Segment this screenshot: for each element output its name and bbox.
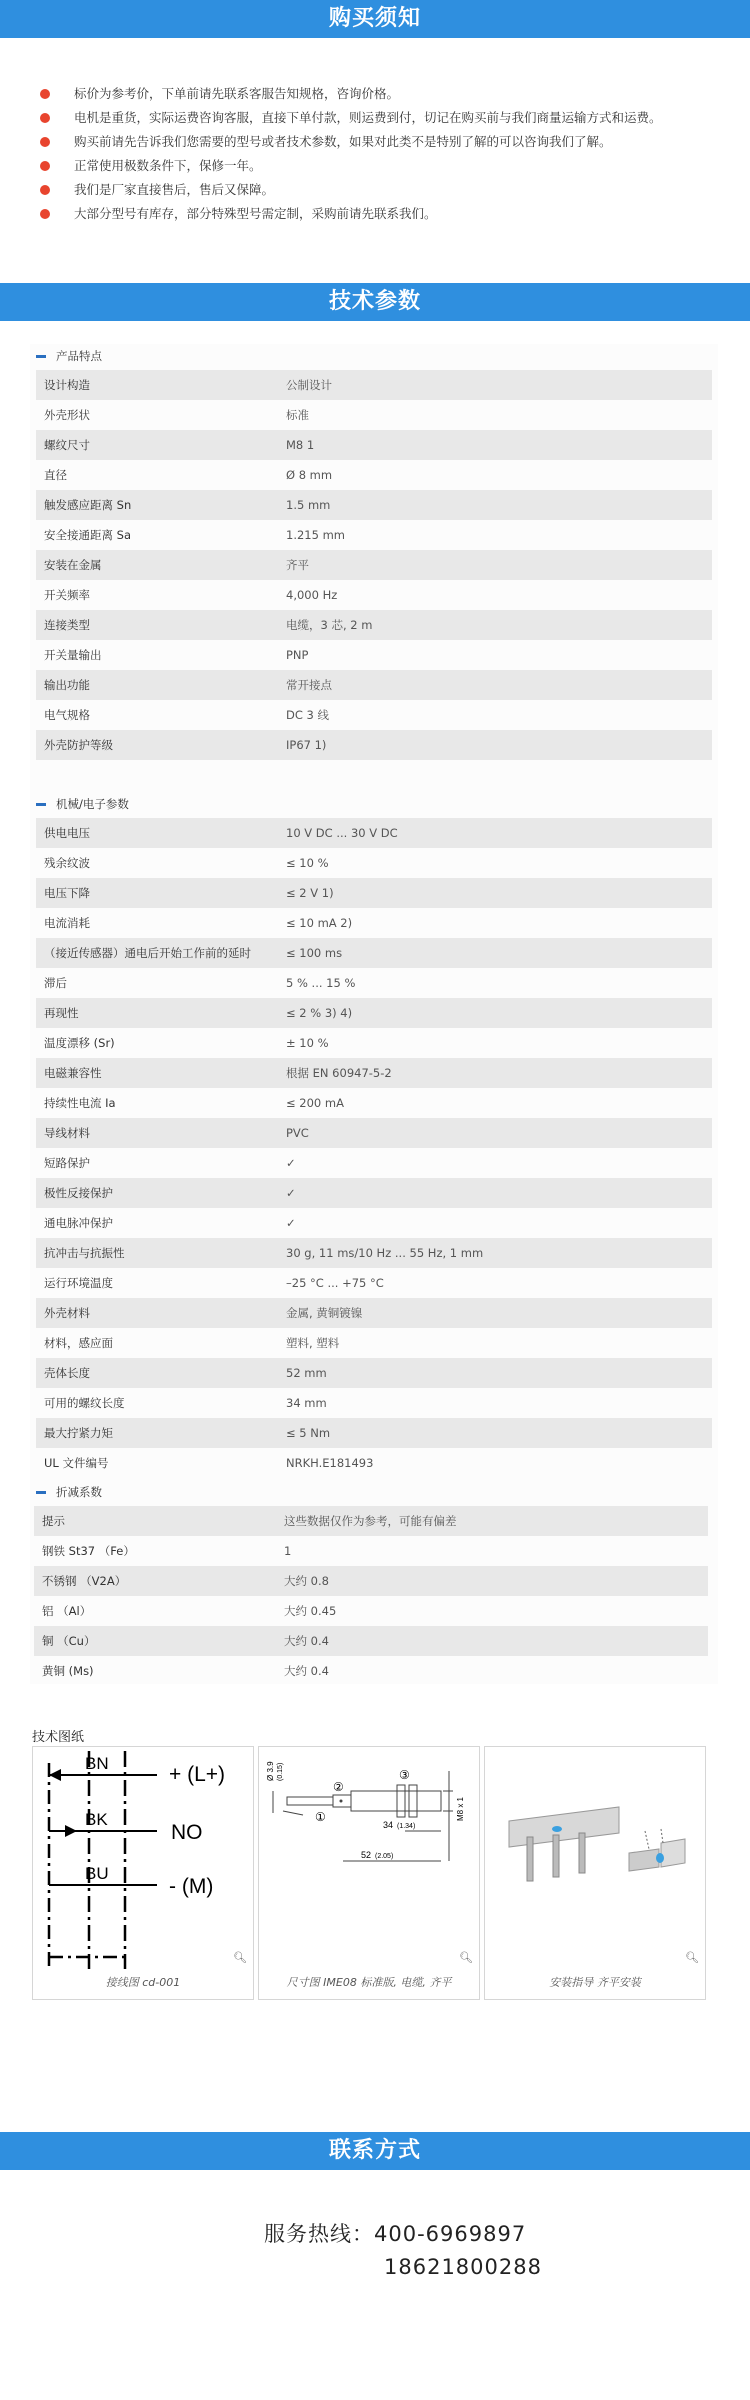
spec-key: 温度漂移 (Sr): [44, 1036, 115, 1050]
spec-value: NRKH.E181493: [286, 1456, 374, 1470]
spec-row: [36, 520, 712, 550]
spec-row: [34, 1536, 708, 1566]
bullet-dot-icon: [40, 113, 50, 123]
pin-label-no: NO: [171, 1821, 203, 1844]
spec-value: 大约 0.4: [284, 1634, 329, 1648]
spec-key: 导线材料: [44, 1126, 90, 1140]
spec-key: 电压下降: [44, 886, 90, 900]
notice-text: 大部分型号有库存，部分特殊型号需定制，采购前请先联系我们。: [74, 206, 437, 221]
notice-text: 电机是重货，实际运费咨询客服，直接下单付款，则运费到付，切记在购买前与我们商量运输方式和运费。: [74, 110, 662, 125]
spec-key: 外壳防护等级: [44, 738, 113, 752]
spec-value: 1.5 mm: [286, 498, 331, 512]
contact-phone: 18621800288: [384, 2255, 542, 2279]
spec-key: 安装在金属: [44, 558, 102, 572]
spec-value: 大约 0.4: [284, 1664, 329, 1678]
spec-row: [36, 848, 712, 878]
spec-value: 1: [284, 1544, 292, 1558]
spec-row: [36, 640, 712, 670]
spec-key: 通电脉冲保护: [44, 1216, 113, 1230]
notice-text: 购买前请先告诉我们您需要的型号或者技术参数，如果对此类不是特别了解的可以咨询我们了解。: [74, 134, 612, 149]
spec-value: 标准: [286, 408, 309, 422]
section-title-text: 机械/电子参数: [56, 797, 129, 811]
spec-value: 10 V DC ... 30 V DC: [286, 826, 398, 840]
spec-key: 安全接通距离 Sa: [44, 528, 132, 542]
dim-thread: M8 x 1: [456, 1796, 465, 1821]
spec-value: M8 1: [286, 438, 315, 452]
spec-key: 螺纹尺寸: [44, 438, 90, 452]
spec-key: 电磁兼容性: [44, 1066, 102, 1080]
bullet-dot-icon: [40, 137, 50, 147]
spec-row: [34, 1506, 708, 1536]
spec-row: [36, 968, 712, 998]
dim-l2b: (2.05): [375, 1853, 394, 1860]
spec-key: 滞后: [44, 976, 67, 990]
pin-label-m: - (M): [169, 1875, 214, 1898]
spec-value: PVC: [286, 1126, 309, 1140]
section-title-text: 折减系数: [56, 1485, 102, 1499]
drawings-title: 技术图纸: [32, 1730, 85, 1745]
magnifier-icon[interactable]: 🔍︎: [233, 1951, 247, 1964]
spec-row: [34, 1626, 708, 1656]
spec-row: [36, 1418, 712, 1448]
spec-key: 持续性电流 Ia: [44, 1096, 116, 1110]
spec-value: ± 10 %: [286, 1036, 329, 1050]
spec-value: 大约 0.8: [284, 1574, 329, 1588]
spec-row: [34, 1596, 708, 1626]
spec-value: ≤ 10 mA 2): [286, 916, 353, 930]
bullet-dot-icon: [40, 209, 50, 219]
bullet-dot-icon: [40, 161, 50, 171]
spec-key: 最大拧紧力矩: [44, 1426, 113, 1440]
wire-label-bk: BK: [85, 1810, 108, 1829]
spec-key: 壳体长度: [44, 1366, 90, 1380]
spec-value: 电缆，3 芯, 2 m: [286, 618, 373, 632]
spec-key: 开关频率: [44, 588, 90, 602]
mechanical-table: [36, 818, 712, 1478]
spec-value: 5 % ... 15 %: [286, 976, 356, 990]
spec-row: [36, 1178, 712, 1208]
spec-row: [36, 1268, 712, 1298]
spec-key: 外壳形状: [44, 408, 90, 422]
purchase-banner: 购买须知: [0, 0, 750, 38]
spec-row: [36, 460, 712, 490]
spec-row: [36, 610, 712, 640]
spec-key: 材料，感应面: [44, 1336, 113, 1350]
spec-row: [36, 1208, 712, 1238]
spec-row: [36, 1238, 712, 1268]
spec-key: 触发感应距离 Sn: [44, 498, 132, 512]
spec-value: IP67 1): [286, 738, 327, 752]
spec-key: 输出功能: [44, 678, 90, 692]
spec-row: [36, 490, 712, 520]
notice-item: [30, 154, 730, 178]
spec-value: 30 g, 11 ms/10 Hz ... 55 Hz, 1 mm: [286, 1246, 484, 1260]
bullet-dot-icon: [40, 185, 50, 195]
spec-value: PNP: [286, 648, 309, 662]
spec-row: [36, 1148, 712, 1178]
notice-text: 标价为参考价，下单前请先联系客服告知规格，咨询价格。: [74, 86, 400, 101]
spec-row: [36, 370, 712, 400]
spec-key: 抗冲击与抗振性: [44, 1246, 125, 1260]
installation-drawing: [489, 1751, 701, 1969]
magnifier-icon[interactable]: 🔍︎: [685, 1951, 699, 1964]
spec-key: 短路保护: [44, 1156, 90, 1170]
spec-row: [36, 1328, 712, 1358]
dim-d1: Ø 3.9: [266, 1761, 275, 1781]
spec-key: UL 文件编号: [44, 1456, 109, 1470]
bullet-dot-icon: [40, 89, 50, 99]
spec-value: 塑料, 塑料: [286, 1336, 340, 1350]
section-bar-icon: [36, 355, 46, 358]
purchase-notice-list: [30, 82, 730, 226]
spec-value: ✓: [286, 1216, 296, 1230]
reduction-table: [34, 1506, 708, 1686]
spec-row: [36, 1088, 712, 1118]
contact-banner: 联系方式: [0, 2132, 750, 2170]
dim-d1b: (0.15): [277, 1762, 284, 1781]
spec-key: 可用的螺纹长度: [44, 1396, 125, 1410]
dimension-caption: 尺寸图 IME08 标准版, 电缆, 齐平: [286, 1976, 452, 1989]
callout-3: ③: [399, 1768, 410, 1782]
dim-l1: 34: [383, 1820, 394, 1830]
notice-text: 我们是厂家直接售后，售后又保障。: [74, 182, 275, 197]
notice-item: [30, 130, 730, 154]
service-hotline: 服务热线：400-6969897: [264, 2222, 527, 2246]
notice-item: [30, 202, 730, 226]
spec-value: ≤ 5 Nm: [286, 1426, 331, 1440]
section-features-title: [36, 344, 102, 368]
spec-value: 4,000 Hz: [286, 588, 338, 602]
wiring-caption: 接线图 cd-001: [105, 1976, 181, 1989]
notice-item: [30, 106, 730, 130]
spec-row: [34, 1656, 708, 1686]
section-bar-icon: [36, 1491, 46, 1494]
spec-key: 极性反接保护: [44, 1186, 113, 1200]
spec-row: [36, 430, 712, 460]
spec-row: [36, 908, 712, 938]
spec-key: 黄铜 (Ms): [42, 1664, 94, 1678]
spec-key: 连接类型: [44, 618, 90, 632]
spec-value: ≤ 100 ms: [286, 946, 343, 960]
spec-value: ✓: [286, 1186, 296, 1200]
spec-key: 电气规格: [44, 708, 90, 722]
callout-1: ①: [315, 1810, 326, 1824]
dimension-drawing: [263, 1751, 475, 1969]
spec-value: DC 3 线: [286, 708, 330, 722]
spec-row: [36, 1358, 712, 1388]
wire-label-bn: BN: [85, 1754, 109, 1773]
magnifier-icon[interactable]: 🔍︎: [459, 1951, 473, 1964]
dimension-drawing-panel[interactable]: [258, 1746, 480, 2000]
spec-key: 运行环境温度: [44, 1276, 113, 1290]
section-title-text: 产品特点: [56, 349, 102, 363]
spec-key: 再现性: [44, 1006, 79, 1020]
spec-key: 外壳材料: [44, 1306, 90, 1320]
spec-key: 残余纹波: [44, 856, 90, 870]
spec-value: Ø 8 mm: [286, 468, 333, 482]
spec-row: [36, 1388, 712, 1418]
spec-value: 1.215 mm: [286, 528, 345, 542]
section-bar-icon: [36, 803, 46, 806]
tech-banner: 技术参数: [0, 283, 750, 321]
spec-row: [36, 1448, 712, 1478]
wire-label-bu: BU: [85, 1864, 109, 1883]
spec-value: 34 mm: [286, 1396, 327, 1410]
spec-key: 铝 （Al）: [42, 1604, 92, 1618]
spec-value: 常开接点: [286, 678, 332, 692]
pin-label-lplus: + (L+): [169, 1763, 226, 1786]
spec-row: [36, 730, 712, 760]
spec-key: 直径: [44, 468, 67, 482]
spec-key: 设计构造: [44, 378, 90, 392]
spec-value: ≤ 2 % 3) 4): [286, 1006, 353, 1020]
spec-row: [36, 580, 712, 610]
spec-row: [36, 818, 712, 848]
notice-text: 正常使用极数条件下，保修一年。: [74, 158, 262, 173]
callout-2: ②: [333, 1780, 344, 1794]
spec-value: ≤ 200 mA: [286, 1096, 344, 1110]
section-reduction-title: [36, 1480, 102, 1504]
notice-item: [30, 82, 730, 106]
dim-l1b: (1.34): [397, 1823, 416, 1830]
spec-key: 提示: [42, 1514, 65, 1528]
spec-value: 大约 0.45: [284, 1604, 337, 1618]
spec-row: [34, 1566, 708, 1596]
spec-value: 公制设计: [286, 378, 332, 392]
spec-row: [36, 700, 712, 730]
spec-row: [36, 1298, 712, 1328]
spec-row: [36, 1118, 712, 1148]
spec-key: 铜 （Cu）: [42, 1634, 96, 1648]
wiring-diagram: [37, 1751, 249, 1969]
spec-key: 开关量输出: [44, 648, 102, 662]
spec-row: [36, 550, 712, 580]
spec-value: ✓: [286, 1156, 296, 1170]
installation-drawing-panel[interactable]: [484, 1746, 706, 2000]
spec-row: [36, 878, 712, 908]
spec-key: 钢铁 St37 （Fe）: [42, 1544, 135, 1558]
spec-value: 金属, 黄铜镀镍: [286, 1306, 363, 1320]
spec-value: ≤ 2 V 1): [286, 886, 334, 900]
wiring-diagram-panel[interactable]: [32, 1746, 254, 2000]
spec-value: 齐平: [286, 558, 309, 572]
installation-caption: 安装指导 齐平安装: [549, 1976, 641, 1989]
spec-row: [36, 400, 712, 430]
section-mechanical-title: [36, 792, 129, 816]
notice-item: [30, 178, 730, 202]
spec-row: [36, 938, 712, 968]
features-table: [36, 370, 712, 760]
spec-value: ≤ 10 %: [286, 856, 329, 870]
spec-key: 电流消耗: [44, 916, 90, 930]
spec-row: [36, 1028, 712, 1058]
dim-l2: 52: [361, 1850, 372, 1860]
spec-value: 52 mm: [286, 1366, 327, 1380]
spec-row: [36, 670, 712, 700]
spec-value: –25 °C ... +75 °C: [286, 1276, 384, 1290]
spec-row: [36, 998, 712, 1028]
spec-value: 这些数据仅作为参考，可能有偏差: [284, 1514, 457, 1528]
spec-key: 不锈钢 （V2A）: [42, 1574, 127, 1588]
spec-value: 根据 EN 60947-5-2: [286, 1066, 392, 1080]
spec-row: [36, 1058, 712, 1088]
spec-key: 供电电压: [44, 826, 90, 840]
spec-key: （接近传感器）通电后开始工作前的延时: [44, 946, 251, 960]
